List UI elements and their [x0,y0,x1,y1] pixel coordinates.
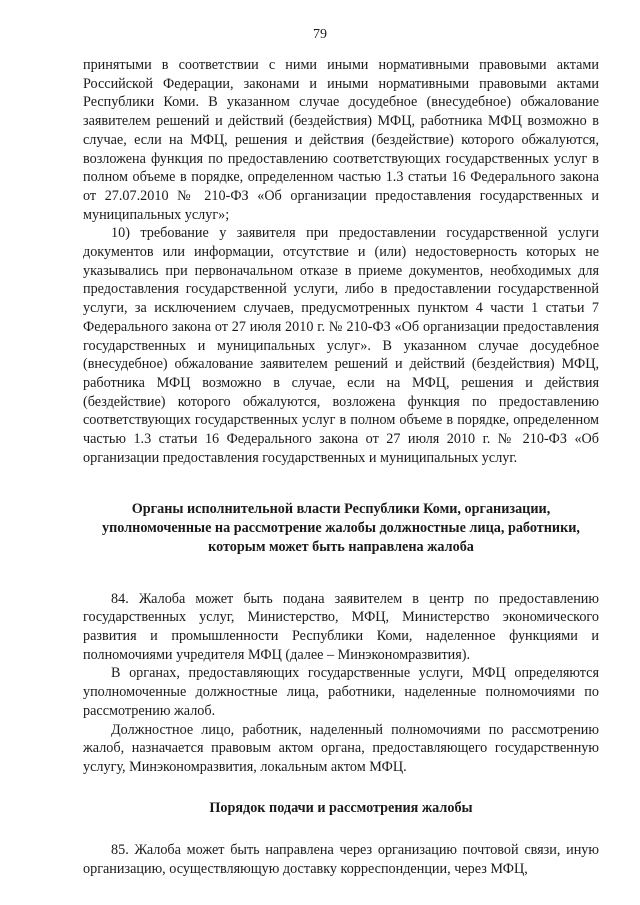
section-heading-complaint-procedure: Порядок подачи и рассмотрения жалобы [209,799,473,816]
paragraph-84: 84. Жалоба может быть подана заявителем в центр по предоставлению государственных услуг, Министерство, МФЦ, Министерство экономического развития и промышленности Республики Коми, наделенное функциями и полномочиями учредителя МФЦ (далее – Минэкономразвития). [83,590,599,663]
document-body [83,56,599,879]
page-number: 79 [313,27,327,42]
paragraph-continuation: принятыми в соответствии с ними иными нормативными правовыми актами Российской Федерации, законами и иными нормативными правовыми актами Республики Коми. В указанном случае досудебное (внесудебное) обжалование заявителем решений и действий (бездействия) МФЦ, работника МФЦ возможно в случае, если на МФЦ, решения и действия (бездействие) которого обжалуются, возложена функция по предоставлению соответствующих государственных услуг в полном объеме в порядке, определенном частью 1.3 статьи 16 Федерального закона от 27.07.2010 № 210-ФЗ «Об организации предоставления государственных и муниципальных услуг»; [83,57,599,223]
section-heading-complaint-bodies: Органы исполнительной власти Республики Коми, организации, уполномоченные на рассмотрение жалобы должностные лица, работники, которым может быть направлена жалоба [102,501,580,555]
paragraph-85: 85. Жалоба может быть направлена через организацию почтовой связи, иную организацию, осуществляющую доставку корреспонденции, через МФЦ, [83,842,599,878]
paragraph-official-appointment: Должностное лицо, работник, наделенный полномочиями по рассмотрению жалоб, назначается правовым актом органа, предоставляющего государственную услугу, Минэкономразвития, локальным актом МФЦ. [83,721,599,775]
paragraph-item-10: 10) требование у заявителя при предоставлении государственной услуги документов или информации, отсутствие и (или) недостоверность которых не указывались при первоначальном отказе в приеме документов, необходимых для предоставления государственной услуги, либо в предоставлении государственной услуги, за исключением случаев, предусмотренных пунктом 4 части 1 статьи 7 Федерального закона от 27 июля 2010 г. № 210-ФЗ «Об организации предоставления государственных и муниципальных услуг». В указанном случае досудебное (внесудебное) обжалование заявителем решений и действий (бездействия) МФЦ, работника МФЦ возможно в случае, если на МФЦ, решения и действия (бездействие) которого обжалуются, возложена функция по предоставлению соответствующих государственных услуг в полном объеме в порядке, определенном частью 1.3 статьи 16 Федерального закона от 27 июля 2010 г. № 210-ФЗ «Об организации предоставления государственных и муниципальных услуг. [83,225,599,466]
paragraph-authorized-officials: В органах, предоставляющих государственные услуги, МФЦ определяются уполномоченные должностные лица, работники, наделенные полномочиями по рассмотрению жалоб. [83,665,599,719]
